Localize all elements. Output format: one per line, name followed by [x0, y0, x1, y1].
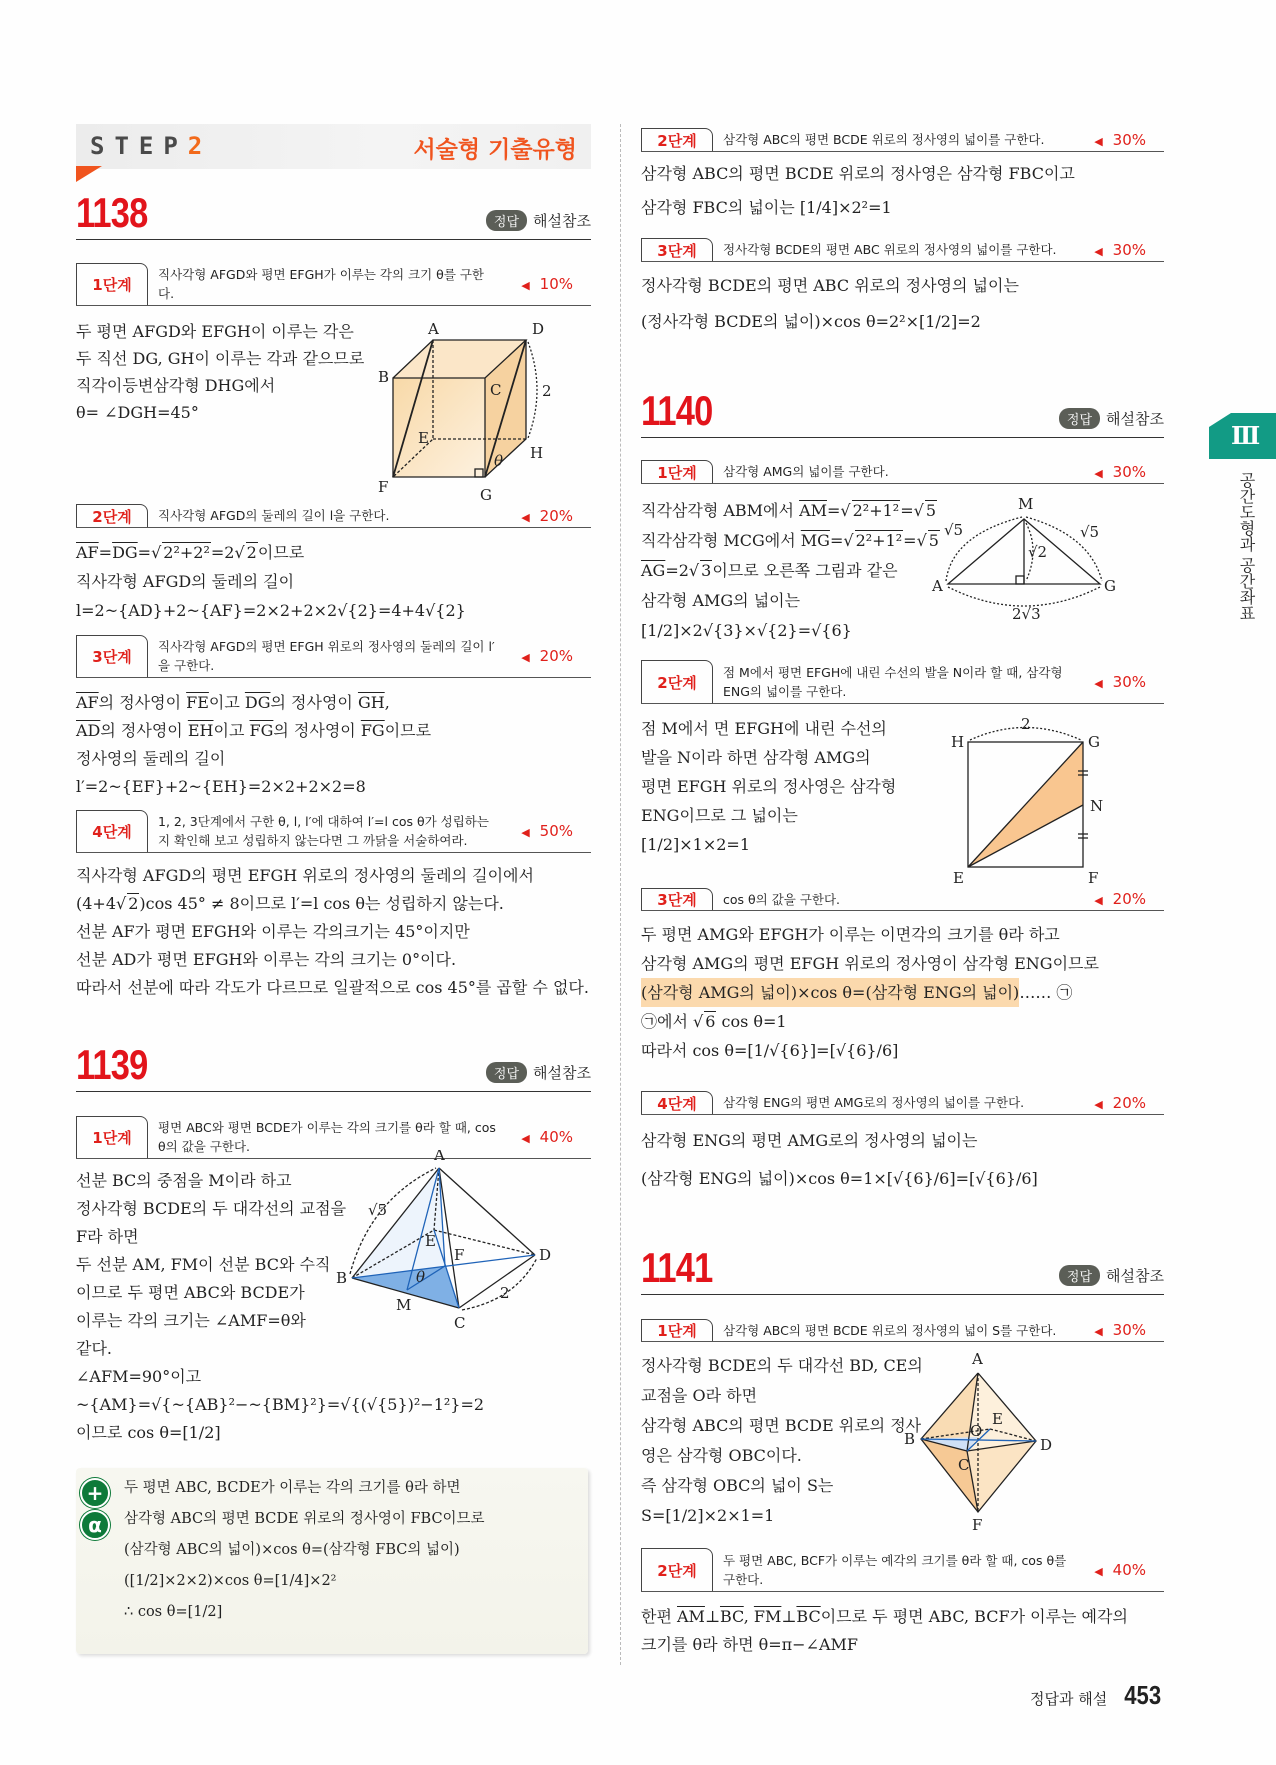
solution-text: l′=2~{EF}+2~{EH}=2×2+2×2=8 — [76, 777, 366, 796]
solution-text: (삼각형 ENG의 넓이)×cos θ=1×[√{6}/6]=[√{6}/6] — [641, 1169, 1038, 1188]
solution-text: 정사영의 둘레의 길이 — [76, 749, 226, 768]
solution-line — [641, 1036, 1099, 1065]
solution-line — [124, 1473, 485, 1504]
solution-text: (삼각형 ABC의 넓이)×cos θ=(삼각형 FBC의 넓이) — [124, 1542, 460, 1558]
solution-line — [641, 714, 896, 743]
step-score — [1078, 463, 1164, 481]
solution-line — [641, 556, 940, 586]
step-header — [641, 1091, 1164, 1115]
chapter-label: 공간도형과 공간좌표 — [1237, 472, 1256, 622]
step-description: 직사각형 AFGD의 둘레의 길이 l을 구한다. — [158, 508, 390, 523]
solution-line — [641, 772, 896, 801]
solution-text: $\overline{AG}=2√$ 3이므로 오른쪽 그림과 같은 — [641, 561, 898, 580]
step-word: STEP — [90, 132, 188, 160]
solution-text: 직사각형 AFGD의 평면 EFGH 위로의 정사영의 둘레의 길이에서 — [76, 866, 534, 885]
step-description: cos θ의 값을 구한다. — [723, 891, 841, 907]
problem-number: 1141 — [641, 1244, 713, 1291]
solution-line — [641, 304, 1019, 340]
label-H: H — [951, 733, 965, 751]
step-header — [641, 660, 1164, 704]
step-tag: 1단계 — [641, 1319, 713, 1341]
solution-text: 두 직선 DG, GH이 이루는 각과 같으므로 — [76, 349, 365, 368]
step-percent: 20% — [1112, 890, 1146, 908]
step-description: 두 평면 ABC, BCF가 이루는 예각의 크기를 θ라 할 때, cos θ를 구한다. — [723, 1552, 1067, 1587]
step-score — [1078, 673, 1164, 691]
label-E: E — [418, 429, 429, 447]
solution-text: ∴ cos θ=[1/2] — [124, 1604, 223, 1620]
formula-tag: …… ㉠ — [1019, 983, 1073, 1002]
problem-header-1141 — [641, 1244, 1164, 1295]
solution-text: 삼각형 ABC의 평면 BCDE 위로의 정사 — [641, 1416, 922, 1435]
solution-body — [641, 268, 1019, 340]
plus-icon: + — [80, 1478, 110, 1508]
step-tag: 2단계 — [641, 660, 713, 703]
triangle-left-icon: ◀ — [1094, 1325, 1103, 1338]
footer-label: 정답과 해설 — [1030, 1690, 1108, 1708]
answer-ref — [1059, 408, 1164, 429]
pyramid-figure — [330, 1150, 565, 1345]
step-description: 삼각형 AMG의 넓이를 구한다. — [723, 464, 889, 479]
solution-line — [76, 918, 589, 946]
answer-text: 해설참조 — [533, 212, 591, 230]
step-description: 직사각형 AFGD와 평면 EFGH가 이루는 각의 크기 θ를 구한다. — [158, 267, 485, 301]
step-header — [76, 635, 591, 678]
label-O: O — [970, 1422, 983, 1440]
solution-line — [641, 949, 1099, 978]
label-A: A — [434, 1150, 445, 1164]
step-header — [641, 1548, 1164, 1592]
step-header — [641, 888, 1164, 911]
column-divider — [620, 124, 621, 1665]
solution-line — [76, 773, 431, 801]
solution-line — [76, 1419, 484, 1447]
answer-text: 해설참조 — [1106, 410, 1164, 428]
solution-body — [76, 862, 589, 1002]
label-F: F — [1088, 869, 1099, 887]
step-tag: 3단계 — [641, 888, 713, 910]
problem-number: 1138 — [76, 189, 148, 236]
solution-text: 이므로 cos θ=[1/2] — [76, 1423, 221, 1442]
step-header — [76, 810, 591, 853]
step-score — [1078, 890, 1164, 908]
problem-header-1138 — [76, 189, 591, 240]
step-score — [505, 1128, 591, 1146]
label-C: C — [490, 381, 502, 399]
solution-text: 이루는 각의 크기는 ∠AMF=θ와 — [76, 1311, 306, 1330]
step-tag: 4단계 — [641, 1091, 713, 1114]
solution-text: 점 M에서 면 EFGH에 내린 수선의 — [641, 719, 887, 738]
answer-badge: 정답 — [1059, 1265, 1100, 1286]
solution-body — [641, 1122, 1038, 1198]
problem-number: 1139 — [76, 1041, 148, 1088]
solution-body — [641, 1603, 1128, 1659]
label-E: E — [953, 869, 964, 887]
solution-text: 직각이등변삼각형 DHG에서 — [76, 376, 276, 395]
step-tag: 1단계 — [76, 1116, 148, 1158]
solution-line — [76, 538, 466, 567]
step-score — [1078, 131, 1164, 149]
solution-line — [76, 862, 589, 890]
solution-text: 정사각형 BCDE의 두 대각선 BD, CE의 — [641, 1356, 923, 1375]
step-header — [641, 128, 1164, 152]
plus-alpha-icon — [80, 1478, 110, 1542]
alpha-icon: α — [80, 1510, 110, 1540]
triangle-left-icon: ◀ — [521, 826, 530, 839]
triangle-AMG-figure — [930, 495, 1135, 635]
step-percent: 30% — [1112, 240, 1146, 259]
step-header — [641, 460, 1164, 484]
label-sqrt2: √2 — [1028, 543, 1048, 561]
step-label — [90, 132, 212, 160]
triangle-left-icon: ◀ — [521, 651, 530, 664]
step-tag: 2단계 — [641, 128, 713, 151]
solution-line — [641, 1122, 1038, 1160]
step-score — [505, 507, 591, 525]
step-percent: 30% — [1112, 672, 1146, 691]
solution-text: θ= ∠DGH=45° — [76, 403, 199, 422]
step-number: 2 — [187, 132, 213, 160]
solution-line — [641, 1631, 1128, 1659]
solution-line — [76, 372, 364, 399]
label-G: G — [1088, 733, 1100, 751]
label-sqrt5-right: √5 — [1080, 523, 1100, 541]
solution-body — [641, 157, 1075, 225]
label-theta: θ — [494, 452, 504, 470]
highlighted-formula: (삼각형 AMG의 넓이)×cos θ=(삼각형 ENG의 넓이) — [641, 978, 1019, 1007]
label-D: D — [1040, 1436, 1053, 1454]
step-description: 1, 2, 3단계에서 구한 θ, l, l′에 대하여 l′=l cos θ가 성립하는지 확인해 보고 성립하지 않는다면 그 까닭을 서술하여라. — [158, 814, 489, 848]
step-score — [505, 275, 591, 293]
solution-text: 선분 AD가 평면 EFGH와 이루는 각의 크기는 0°이다. — [76, 950, 457, 969]
problem-number: 1140 — [641, 387, 713, 434]
solution-text: F라 하면 — [76, 1227, 139, 1246]
solution-body — [641, 1351, 923, 1531]
solution-text: 선분 BC의 중점을 M이라 하고 — [76, 1171, 292, 1190]
solution-line — [641, 157, 1075, 191]
solution-text: $\overline{AD}$의 정사영이 $\overline{EH}$이고 $\overline{FG}$의 정사영이 $\overline{FG}$이므로 — [76, 721, 432, 740]
answer-badge: 정답 — [486, 1062, 527, 1083]
solution-line — [641, 1381, 923, 1411]
step-score — [505, 822, 591, 840]
step-percent: 40% — [539, 1128, 573, 1146]
step-percent: 30% — [1112, 1321, 1146, 1339]
label-E: E — [425, 1232, 436, 1250]
corner-triangle-decoration — [76, 166, 102, 182]
solution-text: 삼각형 ENG의 평면 AMG로의 정사영의 넓이는 — [641, 1131, 978, 1150]
solution-line — [641, 526, 940, 556]
solution-line — [76, 1391, 484, 1419]
answer-text: 해설참조 — [1106, 1267, 1164, 1285]
chapter-tab-notch — [1209, 413, 1231, 427]
solution-text: S=[1/2]×2×1=1 — [641, 1506, 775, 1525]
solution-body — [641, 714, 896, 859]
solution-text: ㉠에서 √ 6 cos θ=1 — [641, 1012, 787, 1031]
solution-text: [1/2]×2√{3}×√{2}=√{6} — [641, 621, 852, 640]
solution-text: (4+4√ 2)cos 45° ≠ 8이므로 l′=l cos θ는 성립하지 않는다. — [76, 894, 504, 913]
label-N: N — [1090, 797, 1104, 815]
step-score — [505, 647, 591, 665]
solution-line — [641, 801, 896, 830]
solution-line — [641, 496, 940, 526]
solution-line — [76, 567, 466, 596]
step-tag: 2단계 — [641, 1548, 713, 1591]
problem-header-1139 — [76, 1041, 591, 1092]
solution-line — [641, 743, 896, 772]
solution-line — [641, 191, 1075, 225]
label-M: M — [1018, 495, 1034, 513]
octahedron-figure — [900, 1350, 1065, 1535]
page-number: 453 — [1124, 1680, 1162, 1710]
solution-text: 발을 N이라 하면 삼각형 AMG의 — [641, 748, 871, 767]
solution-line — [76, 946, 589, 974]
label-G: G — [1104, 577, 1116, 595]
step-header — [76, 504, 591, 528]
step-percent: 20% — [539, 506, 573, 525]
solution-text: 따라서 cos θ=[1/√{6}]=[√{6}/6] — [641, 1041, 899, 1060]
solution-line — [641, 1411, 923, 1441]
solution-text: [1/2]×1×2=1 — [641, 835, 750, 854]
cube-figure — [370, 320, 570, 505]
label-E: E — [992, 1410, 1003, 1428]
solution-text: 직각삼각형 ABM에서 $\overline{AM}=√$ 2²+1²=√ 5 — [641, 501, 936, 520]
solution-text: 삼각형 FBC의 넓이는 [1/4]×2²=1 — [641, 198, 892, 217]
solution-text: $\overline{AF}=\overline{DG}=√$ 2²+2²=2√ 2이므로 — [76, 543, 305, 562]
step-tag: 4단계 — [76, 810, 148, 852]
step-description: 직사각형 AFGD의 평면 EFGH 위로의 정사영의 둘레의 길이 l′을 구한다. — [158, 639, 495, 673]
label-F: F — [378, 478, 389, 496]
solution-line — [641, 920, 1099, 949]
label-F: F — [454, 1246, 465, 1264]
label-sqrt5-left: √5 — [944, 521, 964, 539]
solution-text: 삼각형 ABC의 평면 BCDE 위로의 정사영이 FBC이므로 — [124, 1511, 485, 1527]
answer-ref — [486, 210, 591, 231]
step-tag: 3단계 — [76, 635, 148, 677]
solution-text: 정사각형 BCDE의 두 대각선의 교점을 — [76, 1199, 347, 1218]
label-A: A — [972, 1350, 983, 1368]
solution-text: 이므로 두 평면 ABC와 BCDE가 — [76, 1283, 305, 1302]
answer-badge: 정답 — [486, 210, 527, 231]
step-score — [1078, 1094, 1164, 1112]
answer-ref — [486, 1062, 591, 1083]
solution-line — [76, 1363, 484, 1391]
solution-line — [76, 596, 466, 625]
step-percent: 20% — [1112, 1093, 1146, 1112]
step-description: 평면 ABC와 평면 BCDE가 이루는 각의 크기를 θ라 할 때, cos θ의 값을 구한다. — [158, 1120, 496, 1154]
solution-line — [641, 1603, 1128, 1631]
step-description: 삼각형 ABC의 평면 BCDE 위로의 정사영의 넓이를 구한다. — [723, 132, 1045, 147]
step-tag: 3단계 — [641, 238, 713, 261]
solution-line — [641, 586, 940, 616]
label-B: B — [904, 1430, 916, 1448]
solution-text: ∠AFM=90°이고 — [76, 1367, 202, 1386]
solution-line — [76, 399, 364, 426]
solution-line — [641, 978, 1099, 1007]
solution-text: 두 선분 AM, FM이 선분 BC와 수직 — [76, 1255, 331, 1274]
triangle-left-icon: ◀ — [521, 279, 530, 292]
solution-line — [124, 1535, 485, 1566]
step-header — [76, 263, 591, 306]
solution-line — [76, 689, 431, 717]
solution-text: 평면 EFGH 위로의 정사영은 삼각형 — [641, 777, 897, 796]
page-footer — [1030, 1680, 1165, 1711]
label-G: G — [480, 486, 492, 504]
solution-line — [124, 1566, 485, 1597]
step-tag: 2단계 — [76, 504, 148, 527]
solution-text: 삼각형 AMG의 넓이는 — [641, 591, 801, 610]
label-B: B — [378, 368, 390, 386]
solution-text: ~{AM}=√{~{AB}²−~{BM}²}=√{(√{5})²−1²}=2 — [76, 1395, 485, 1414]
solution-text: ([1/2]×2×2)×cos θ=[1/4]×2² — [124, 1573, 337, 1589]
step-description: 삼각형 ENG의 평면 AMG로의 정사영의 넓이를 구한다. — [723, 1095, 1025, 1110]
triangle-left-icon: ◀ — [1094, 676, 1103, 690]
solution-line — [641, 1007, 1099, 1036]
label-A: A — [932, 577, 943, 595]
solution-text: 선분 AF가 평면 EFGH와 이루는 각의크기는 45°이지만 — [76, 922, 470, 941]
solution-text: 삼각형 AMG의 평면 EFGH 위로의 정사영이 삼각형 ENG이므로 — [641, 954, 1099, 973]
label-F: F — [972, 1516, 983, 1534]
answer-text: 해설참조 — [533, 1064, 591, 1082]
step-score — [1078, 241, 1164, 259]
triangle-left-icon: ◀ — [1094, 134, 1103, 148]
label-length-2: 2 — [500, 1284, 510, 1302]
solution-body — [641, 496, 940, 646]
solution-body — [76, 689, 431, 801]
solution-line — [76, 318, 364, 345]
step-percent: 50% — [539, 822, 573, 840]
solution-body — [641, 920, 1099, 1065]
label-M: M — [396, 1296, 412, 1314]
solution-line — [641, 616, 940, 646]
solution-line — [76, 345, 364, 372]
label-2sqrt3: 2√3 — [1012, 605, 1041, 623]
triangle-left-icon: ◀ — [521, 510, 530, 524]
label-C: C — [454, 1314, 466, 1332]
step-percent: 40% — [1112, 1560, 1146, 1579]
solution-text: 영은 삼각형 OBC이다. — [641, 1446, 802, 1465]
step-score — [1078, 1321, 1164, 1339]
solution-line — [641, 1501, 923, 1531]
solution-text: $\overline{AF}$의 정사영이 $\overline{FE}$이고 $\overline{DG}$의 정사영이 $\overline{GH}$, — [76, 693, 390, 712]
step-percent: 20% — [539, 647, 573, 665]
label-C: C — [958, 1456, 970, 1474]
solution-text: 직사각형 AFGD의 둘레의 길이 — [76, 572, 295, 591]
step-percent: 10% — [539, 275, 573, 293]
label-A: A — [428, 320, 439, 338]
step-percent: 30% — [1112, 462, 1146, 481]
label-D: D — [532, 320, 545, 338]
solution-body — [76, 538, 466, 625]
solution-line — [76, 974, 589, 1002]
step-score — [1078, 1561, 1164, 1579]
solution-text: 교점을 O라 하면 — [641, 1386, 758, 1405]
step-header — [641, 1319, 1164, 1342]
answer-badge: 정답 — [1059, 408, 1100, 429]
step-header-band — [76, 124, 591, 169]
solution-line — [641, 830, 896, 859]
solution-text: 크기를 θ라 하면 θ=π−∠AMF — [641, 1635, 859, 1654]
solution-text: 두 평면 ABC, BCDE가 이루는 각의 크기를 θ라 하면 — [124, 1480, 461, 1496]
solution-body — [76, 318, 364, 426]
solution-text: 같다. — [76, 1339, 112, 1358]
label-B: B — [336, 1269, 348, 1287]
section-title: 서술형 기출유형 — [413, 137, 577, 163]
label-sqrt5: √5 — [368, 1201, 388, 1219]
triangle-left-icon: ◀ — [1094, 466, 1103, 480]
triangle-left-icon: ◀ — [521, 1132, 530, 1145]
solution-text: 직각삼각형 MCG에서 $\overline{MG}=√$ 2²+1²=√ 5 — [641, 531, 939, 550]
solution-line — [641, 1160, 1038, 1198]
solution-line — [76, 745, 431, 773]
solution-text: (정사각형 BCDE의 넓이)×cos θ=2²×[1/2]=2 — [641, 312, 981, 331]
step-description: 점 M에서 평면 EFGH에 내린 수선의 발을 N이라 할 때, 삼각형 ENG의 넓이를 구한다. — [723, 664, 1063, 699]
triangle-left-icon: ◀ — [1094, 244, 1103, 258]
label-length-2: 2 — [542, 382, 552, 400]
solution-line — [124, 1597, 485, 1628]
problem-header-1140 — [641, 387, 1164, 438]
solution-text: 삼각형 ABC의 평면 BCDE 위로의 정사영은 삼각형 FBC이고 — [641, 164, 1075, 183]
solution-text: l=2~{AD}+2~{AF}=2×2+2×2√{2}=4+4√{2} — [76, 601, 466, 620]
square-EFGH-figure — [945, 715, 1125, 890]
solution-text: ENG이므로 그 넓이는 — [641, 806, 798, 825]
triangle-left-icon: ◀ — [1094, 1097, 1103, 1111]
solution-text: 따라서 선분에 따라 각도가 다르므로 일괄적으로 cos 45°를 곱할 수 없다. — [76, 978, 589, 997]
chapter-number: Ⅲ — [1231, 421, 1261, 450]
solution-text: 두 평면 AFGD와 EFGH이 이루는 각은 — [76, 322, 354, 341]
step-tag: 1단계 — [76, 263, 148, 305]
solution-body — [124, 1473, 485, 1628]
solution-line — [641, 268, 1019, 304]
label-H: H — [530, 444, 544, 462]
solution-text: 정사각형 BCDE의 평면 ABC 위로의 정사영의 넓이는 — [641, 276, 1019, 295]
step-header — [641, 238, 1164, 262]
label-theta: θ — [416, 1268, 426, 1286]
solution-text: 한편 $\overline{AM}\perp\overline{BC}$, $\overline{FM}\perp\overline{BC}$이므로 두 평면 ABC, BCF가 이루는 예각의 — [641, 1607, 1128, 1626]
answer-ref — [1059, 1265, 1164, 1286]
solution-text: 두 평면 AMG와 EFGH가 이루는 이면각의 크기를 θ라 하고 — [641, 925, 1060, 944]
solution-line — [76, 890, 589, 918]
solution-text: 즉 삼각형 OBC의 넓이 S는 — [641, 1476, 834, 1495]
solution-line — [76, 717, 431, 745]
triangle-left-icon: ◀ — [1094, 1564, 1103, 1578]
step-percent: 30% — [1112, 130, 1146, 149]
solution-line — [641, 1441, 923, 1471]
step-description: 삼각형 ABC의 평면 BCDE 위로의 정사영의 넓이 S를 구한다. — [723, 1322, 1057, 1338]
triangle-left-icon: ◀ — [1094, 894, 1103, 907]
label-length-2: 2 — [1021, 715, 1031, 733]
label-D: D — [539, 1246, 552, 1264]
solution-line — [641, 1471, 923, 1501]
step-description: 정사각형 BCDE의 평면 ABC 위로의 정사영의 넓이를 구한다. — [723, 242, 1057, 257]
solution-line — [124, 1504, 485, 1535]
solution-line — [641, 1351, 923, 1381]
step-tag: 1단계 — [641, 460, 713, 483]
